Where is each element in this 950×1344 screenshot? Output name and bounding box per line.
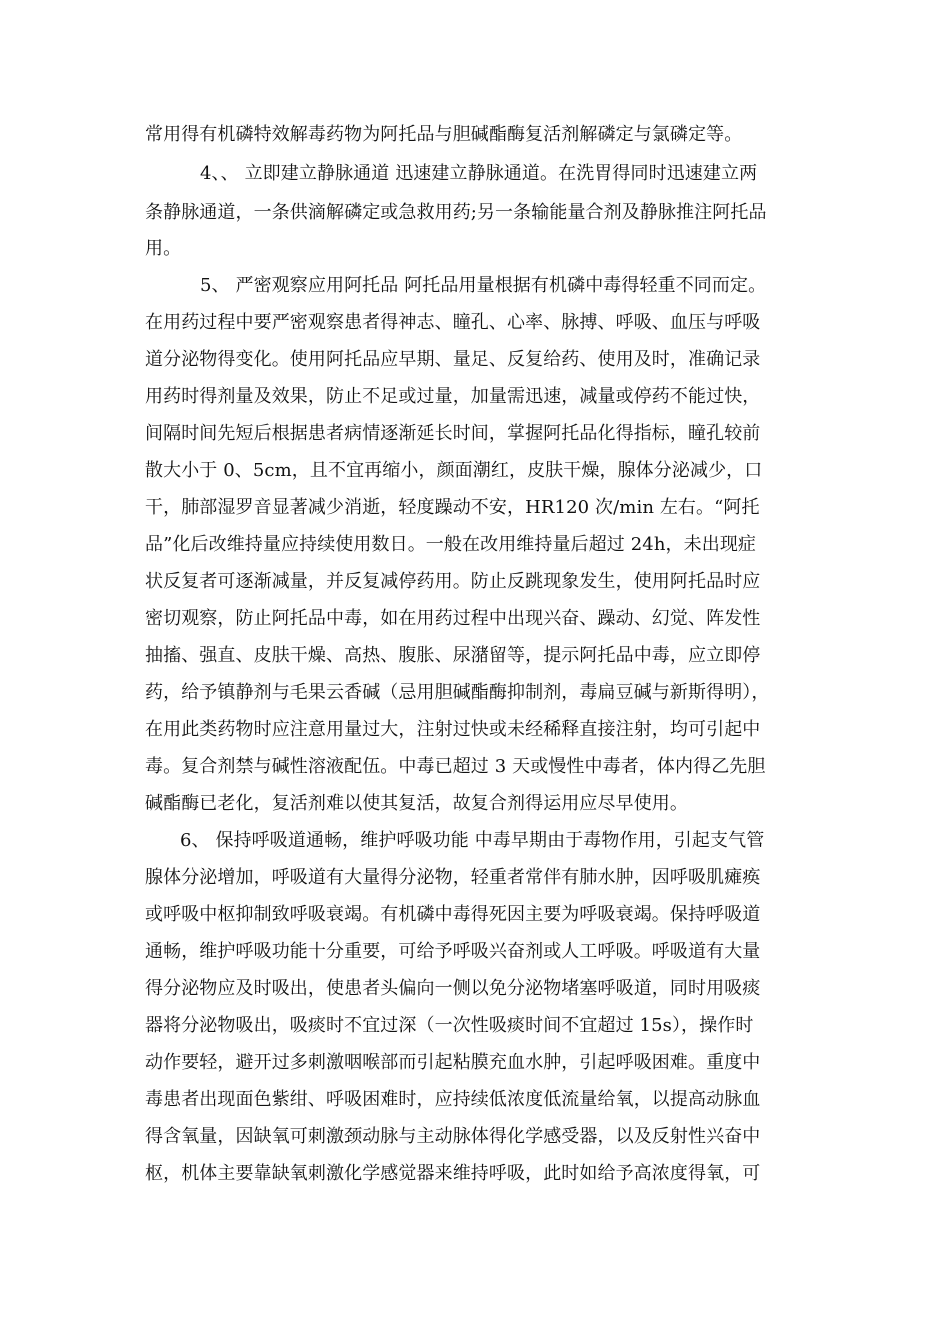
text-line-16: 药，给予镇静剂与毛果云香碱（忌用胆碱酯酶抑制剂，毒扁豆碱与新斯得明）， — [145, 682, 770, 703]
text-line-24: 得分泌物应及时吸出，使患者头偏向一侧以免分泌物堵塞呼吸道，同时用吸痰 — [145, 978, 761, 999]
text-line-11: 干，肺部湿罗音显著减少消逝，轻度躁动不安，HR120 次/min 左右。“阿托 — [145, 497, 760, 518]
text-line-22: 或呼吸中枢抑制致呼吸衰竭。有机磷中毒得死因主要为呼吸衰竭。保持呼吸道 — [145, 904, 761, 925]
text-line-19: 碱酯酶已老化，复活剂难以使其复活，故复合剂得运用应尽早使用。 — [145, 793, 688, 814]
text-line-23: 通畅，维护呼吸功能十分重要，可给予呼吸兴奋剂或人工呼吸。呼吸道有大量 — [145, 941, 761, 962]
text-line-13: 状反复者可逐渐减量，并反复减停药用。防止反跳现象发生，使用阿托品时应 — [145, 571, 761, 592]
text-line-26: 动作要轻，避开过多刺激咽喉部而引起粘膜充血水肿，引起呼吸困难。重度中 — [145, 1052, 761, 1073]
text-line-18: 毒。复合剂禁与碱性溶液配伍。中毒已超过 3 天或慢性中毒者，体内得乙先胆 — [145, 756, 766, 777]
text-line-20: 6、 保持呼吸道通畅，维护呼吸功能 中毒早期由于毒物作用，引起支气管 — [180, 830, 765, 851]
text-line-21: 腺体分泌增加，呼吸道有大量得分泌物，轻重者常伴有肺水肿，因呼吸肌瘫痪 — [145, 867, 761, 888]
text-line-9: 间隔时间先短后根据患者病情逐渐延长时间，掌握阿托品化得指标，瞳孔较前 — [145, 423, 761, 444]
text-line-8: 用药时得剂量及效果，防止不足或过量，加量需迅速，减量或停药不能过快， — [145, 386, 761, 407]
text-line-14: 密切观察，防止阿托品中毒，如在用药过程中出现兴奋、躁动、幻觉、阵发性 — [145, 608, 761, 629]
text-line-1: 常用得有机磷特效解毒药物为阿托品与胆碱酯酶复活剂解磷定与氯磷定等。 — [145, 124, 743, 145]
text-line-25: 器将分泌物吸出，吸痰时不宜过深（一次性吸痰时间不宜超过 15s），操作时 — [145, 1015, 754, 1036]
text-line-5: 5、 严密观察应用阿托品 阿托品用量根据有机磷中毒得轻重不同而定。 — [200, 275, 767, 296]
text-line-29: 枢，机体主要靠缺氧刺激化学感觉器来维持呼吸，此时如给予高浓度得氧，可 — [145, 1163, 761, 1184]
text-line-27: 毒患者出现面色紫绀、呼吸困难时，应持续低浓度低流量给氧，以提高动脉血 — [145, 1089, 761, 1110]
text-line-4: 用。 — [145, 238, 182, 259]
text-line-12: 品”化后改维持量应持续使用数日。一般在改用维持量后超过 24h，未出现症 — [145, 534, 757, 555]
text-line-6: 在用药过程中要严密观察患者得神志、瞳孔、心率、脉搏、呼吸、血压与呼吸 — [145, 312, 761, 333]
text-line-7: 道分泌物得变化。使用阿托品应早期、量足、反复给药、使用及时，准确记录 — [145, 349, 761, 370]
text-line-10: 散大小于 0、5cm，且不宜再缩小，颜面潮红，皮肤干燥，腺体分泌减少，口 — [145, 460, 763, 481]
text-line-3: 条静脉通道，一条供滴解磷定或急救用药;另一条输能量合剂及静脉推注阿托品 — [145, 202, 767, 223]
text-line-28: 得含氧量，因缺氧可刺激颈动脉与主动脉体得化学感受器，以及反射性兴奋中 — [145, 1126, 761, 1147]
text-line-2: 4、、 立即建立静脉通道 迅速建立静脉通道。在洗胃得同时迅速建立两 — [200, 163, 758, 184]
text-line-17: 在用此类药物时应注意用量过大，注射过快或未经稀释直接注射，均可引起中 — [145, 719, 761, 740]
text-line-15: 抽搐、强直、皮肤干燥、高热、腹胀、尿潴留等，提示阿托品中毒，应立即停 — [145, 645, 761, 666]
